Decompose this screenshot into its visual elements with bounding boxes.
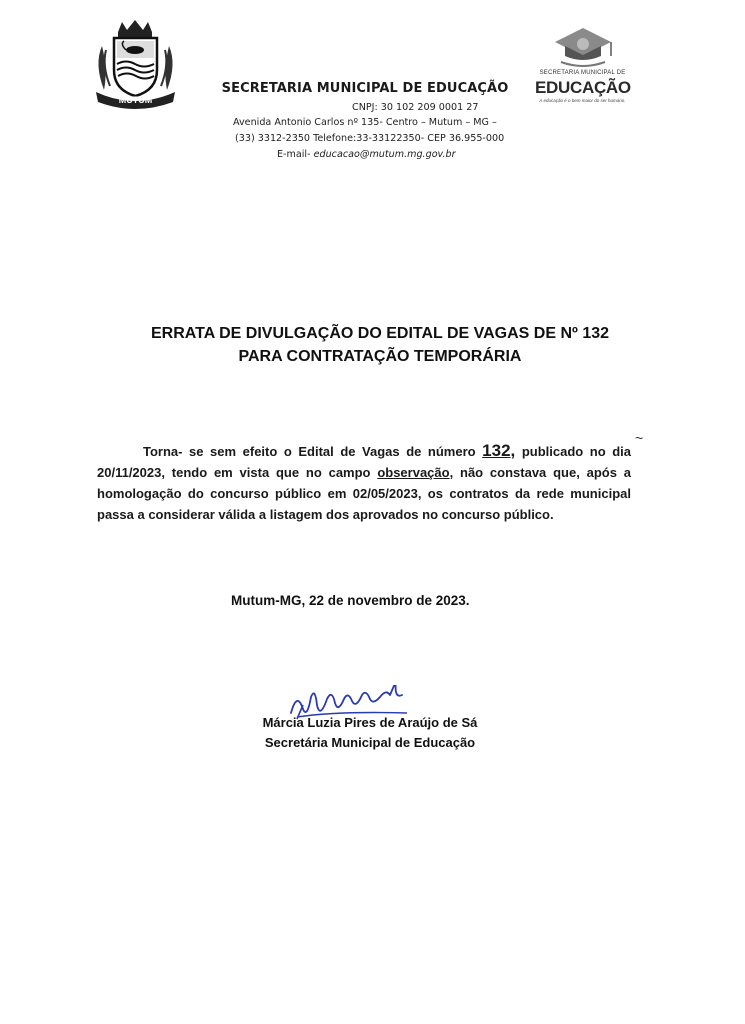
observacao-term: observação: [377, 465, 450, 480]
seal-tagline: A educação é o bem maior do ser humano.: [539, 98, 626, 103]
signer-name: Márcia Luzia Pires de Araújo de Sá: [262, 715, 478, 730]
body-text-part3: , não constava que, após a homologação do concurso público em 02/05/2023, os contratos da rede municipal passa a considerar válida a listagem dos aprovados no concurso público.: [97, 465, 631, 522]
header-address-line2: (33) 3312-2350 Telefone:33-33122350- CEP 36.955-000: [235, 133, 505, 144]
edital-number: 132,: [482, 441, 516, 460]
body-text-part1: Torna- se sem efeito o Edital de Vagas de número: [143, 444, 483, 459]
signer-role: Secretária Municipal de Educação: [264, 735, 476, 750]
document-title-line2: PARA CONTRATAÇÃO TEMPORÁRIA: [238, 348, 522, 365]
body-text-part2: publicado no dia 20/11/2023, tendo em vista que no campo: [97, 444, 631, 480]
municipal-crest-logo: [88, 18, 183, 110]
body-paragraph: [97, 440, 631, 525]
seal-main-text: EDUCAÇÃO: [535, 78, 631, 97]
header-cnpj: CNPJ: 30 102 209 0001 27: [352, 102, 479, 113]
document-title: [80, 322, 680, 368]
crest-banner-text: MUTUM: [118, 95, 153, 105]
header-email-line: [277, 149, 456, 160]
header-title: SECRETARIA MUNICIPAL DE EDUCAÇÃO: [221, 81, 509, 96]
email-address: educacao@mutum.mg.gov.br: [313, 149, 456, 160]
document-title-line1: ERRATA DE DIVULGAÇÃO DO EDITAL DE VAGAS DE Nº 132: [150, 325, 610, 342]
document-body: [97, 440, 631, 525]
seal-arc-text: SECRETARIA MUNICIPAL DE: [539, 70, 626, 76]
header-address-line1: Avenida Antonio Carlos nº 135- Centro – Mutum – MG –: [233, 117, 497, 128]
email-label: E-mail-: [277, 149, 311, 160]
date-line: Mutum-MG, 22 de novembro de 2023.: [231, 593, 470, 608]
education-secretariat-logo: [535, 24, 630, 104]
margin-mark: ~: [635, 430, 644, 446]
